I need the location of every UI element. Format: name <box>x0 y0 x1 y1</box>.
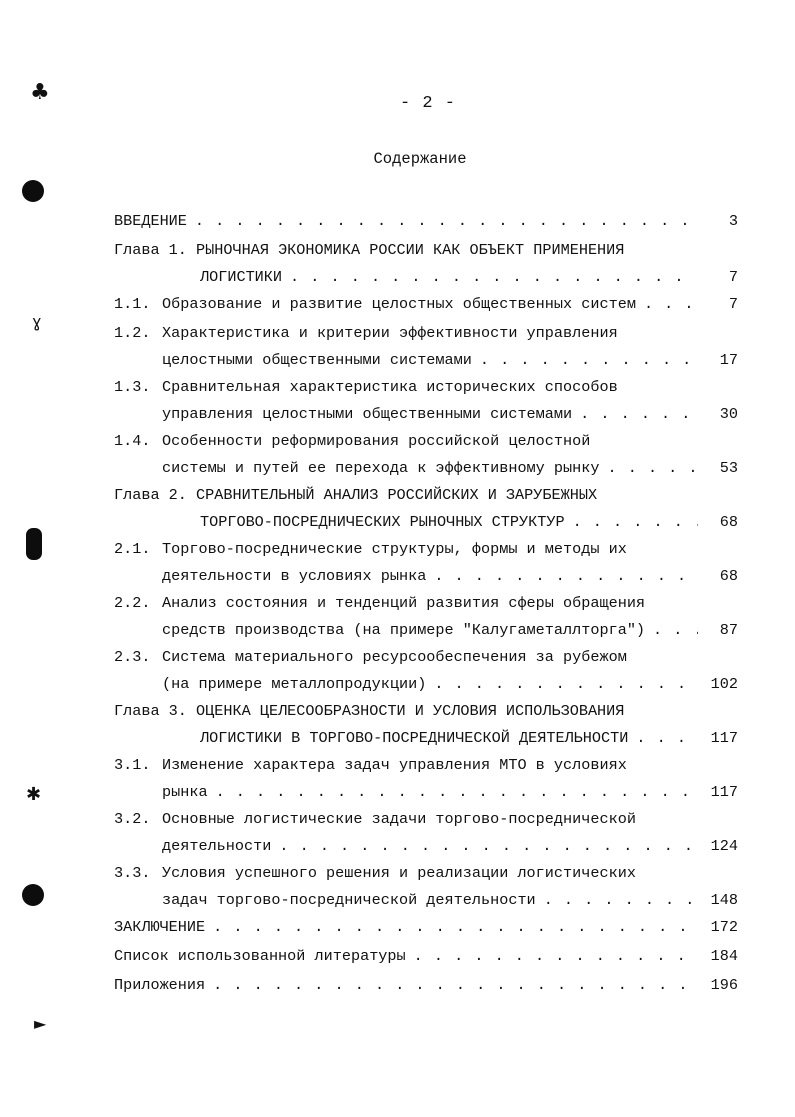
toc-entry-conclusion[interactable]: ЗАКЛЮЧЕНИЕ . . . 172 <box>114 914 738 941</box>
page-ref: 148 <box>710 891 738 909</box>
toc-entry-1-4[interactable]: 1.4. Особенности реформирования российской целостной системы и путей ее перехода к эффективному рынку . . . 53 <box>114 428 738 482</box>
page-ref: 17 <box>719 351 738 369</box>
page-ref: 117 <box>710 783 738 801</box>
page-ref: 68 <box>719 567 738 585</box>
punch-hole-bottom <box>22 884 44 906</box>
toc-entry-3-1[interactable]: 3.1. Изменение характера задач управления МТО в условиях рынка . . . 117 <box>114 752 738 806</box>
punch-hole-top <box>22 180 44 202</box>
page-ref: 196 <box>710 976 738 994</box>
toc-entry-1-1[interactable]: 1.1. Образование и развитие целостных общественных систем . . . 7 <box>114 291 738 318</box>
toc-title: Содержание <box>373 150 467 168</box>
page-ref: 30 <box>719 405 738 423</box>
page-ref: 117 <box>710 729 738 747</box>
page-ref: 7 <box>728 295 738 313</box>
scan-blot <box>26 528 42 560</box>
scan-speck-3: ✱ <box>26 784 42 805</box>
toc-entry-references[interactable]: Список использованной литературы . . . 184 <box>114 943 738 970</box>
toc-entry-3-2[interactable]: 3.2. Основные логистические задачи торгово-посреднической деятельности . . . 124 <box>114 806 738 860</box>
table-of-contents <box>114 208 738 1001</box>
toc-entry-2-2[interactable]: 2.2. Анализ состояния и тенденций развития сферы обращения средств производства (на примере "Калугаметаллторга") . . . 87 <box>114 590 738 644</box>
toc-entry-appendices[interactable]: Приложения . . . 196 <box>114 972 738 999</box>
scan-speck-1: ♣ <box>30 80 50 105</box>
toc-entry-1-3[interactable]: 1.3. Сравнительная характеристика исторических способов управления целостными общественными системами . . . 30 <box>114 374 738 428</box>
page-ref: 68 <box>719 513 738 531</box>
toc-entry-3-3[interactable]: 3.3. Условия успешного решения и реализации логистических задач торгово-посреднической деятельности . . . 148 <box>114 860 738 914</box>
toc-entry-introduction[interactable]: ВВЕДЕНИЕ . . . 3 <box>114 208 738 235</box>
page-ref: 102 <box>710 675 738 693</box>
page-ref: 172 <box>710 918 738 936</box>
toc-entry-chapter-1[interactable]: Глава 1. РЫНОЧНАЯ ЭКОНОМИКА РОССИИ КАК ОБЪЕКТ ПРИМЕНЕНИЯ ЛОГИСТИКИ . . . 7 <box>114 237 738 291</box>
scan-speck-2: ɣ <box>32 312 42 331</box>
page-number: - 2 - <box>399 94 456 113</box>
page-ref: 87 <box>719 621 738 639</box>
toc-entry-2-3[interactable]: 2.3. Система материального ресурсообеспечения за рубежом (на примере металлопродукции) . . . 102 <box>114 644 738 698</box>
scan-speck-4: ► <box>34 1014 47 1033</box>
toc-entry-chapter-3[interactable]: Глава 3. ОЦЕНКА ЦЕЛЕСООБРАЗНОСТИ И УСЛОВИЯ ИСПОЛЬЗОВАНИЯ ЛОГИСТИКИ В ТОРГОВО-ПОСРЕДНИЧЕСКОЙ ДЕЯТЕЛЬНОСТИ . . . 117 <box>114 698 738 752</box>
toc-entry-chapter-2[interactable]: Глава 2. СРАВНИТЕЛЬНЫЙ АНАЛИЗ РОССИЙСКИХ И ЗАРУБЕЖНЫХ ТОРГОВО-ПОСРЕДНИЧЕСКИХ РЫНОЧНЫХ СТРУКТУР . . . 68 <box>114 482 738 536</box>
page-ref: 124 <box>710 837 738 855</box>
toc-entry-1-2[interactable]: 1.2. Характеристика и критерии эффективности управления целостными общественными системами . . . 17 <box>114 320 738 374</box>
page-ref: 7 <box>728 268 738 286</box>
page-ref: 184 <box>710 947 738 965</box>
page-ref: 3 <box>728 212 738 230</box>
page-ref: 53 <box>719 459 738 477</box>
toc-entry-2-1[interactable]: 2.1. Торгово-посреднические структуры, формы и методы их деятельности в условиях рынка . . . 68 <box>114 536 738 590</box>
